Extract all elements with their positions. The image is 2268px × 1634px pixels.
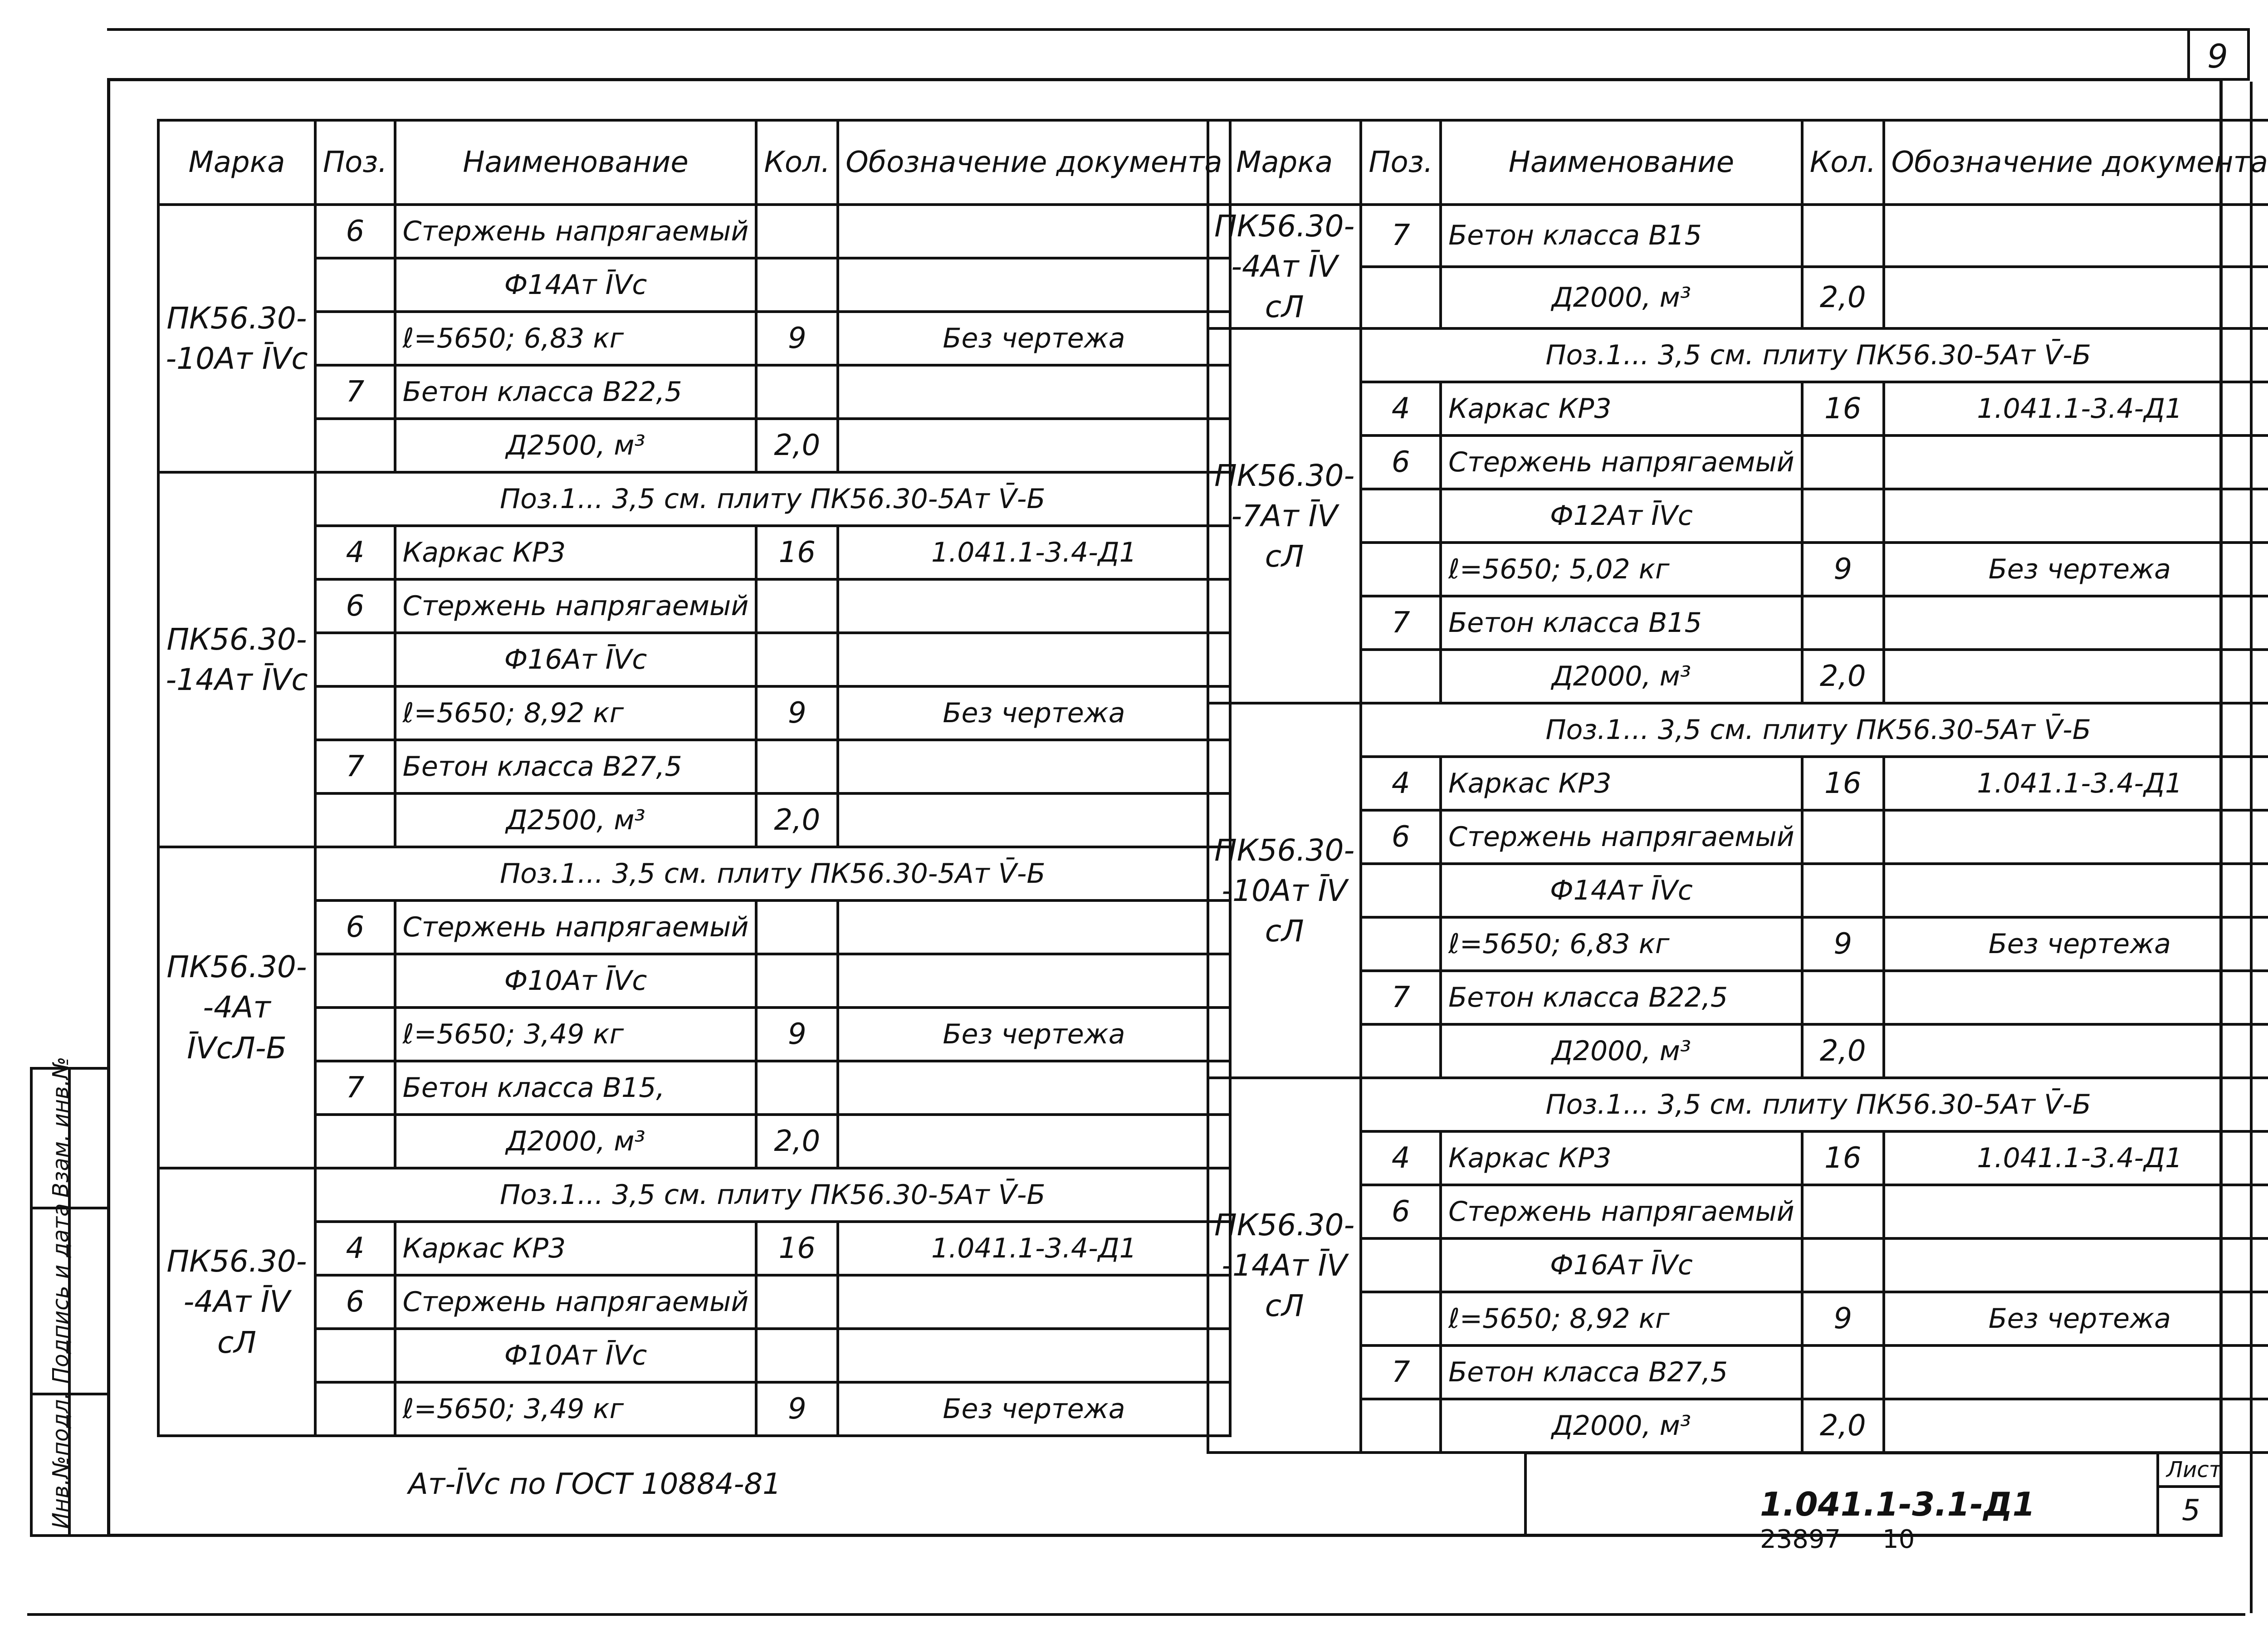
brand-cell: ПК56.30- -10Ат ĪVс bbox=[158, 205, 315, 472]
header-brand: Марка bbox=[1208, 120, 1361, 205]
name-cell: Д2000, м³ bbox=[1441, 1399, 1802, 1453]
qty-cell bbox=[756, 633, 838, 686]
pos-cell: 4 bbox=[1361, 1131, 1441, 1185]
pos-cell: 6 bbox=[1361, 810, 1441, 864]
qty-cell: 16 bbox=[1802, 757, 1884, 810]
table-row bbox=[1208, 864, 2268, 917]
name-cell: ℓ=5650; 3,49 кг bbox=[395, 1008, 757, 1061]
doc-cell bbox=[838, 1115, 1230, 1168]
table-row bbox=[1208, 1024, 2268, 1078]
table-row bbox=[1208, 757, 2268, 810]
doc-cell bbox=[1884, 1238, 2268, 1292]
qty-cell: 9 bbox=[756, 312, 838, 365]
doc-cell bbox=[838, 579, 1230, 633]
pos-cell bbox=[315, 258, 395, 312]
qty-cell: 9 bbox=[1802, 1292, 1884, 1345]
table-row bbox=[1208, 650, 2268, 703]
qty-cell: 9 bbox=[756, 1008, 838, 1061]
pos-cell: 4 bbox=[1361, 382, 1441, 435]
brand-cell: ПК56.30- -14Ат ĪVс bbox=[158, 472, 315, 847]
name-cell: Д2000, м³ bbox=[1441, 650, 1802, 703]
table-row bbox=[158, 1061, 1230, 1115]
table-row bbox=[1208, 596, 2268, 650]
pos-cell: 7 bbox=[1361, 596, 1441, 650]
doc-cell bbox=[838, 1329, 1230, 1382]
doc-cell: Без чертежа bbox=[838, 1382, 1230, 1436]
pos-cell bbox=[315, 954, 395, 1008]
table-row bbox=[158, 579, 1230, 633]
pos-cell: 7 bbox=[315, 365, 395, 419]
qty-cell: 2,0 bbox=[756, 793, 838, 847]
table-row bbox=[158, 1008, 1230, 1061]
qty-cell bbox=[1802, 1238, 1884, 1292]
table-row bbox=[1208, 1185, 2268, 1238]
table-row bbox=[158, 740, 1230, 793]
pos-cell: 6 bbox=[315, 1275, 395, 1329]
pos-cell bbox=[315, 1115, 395, 1168]
name-cell: ℓ=5650; 6,83 кг bbox=[1441, 917, 1802, 971]
name-cell: Ф10Ат ĪVс bbox=[395, 1329, 757, 1382]
doc-cell bbox=[1884, 435, 2268, 489]
reference-note: Поз.1... 3,5 см. плиту ПК56.30-5Ат V̄-Б bbox=[1361, 1078, 2268, 1131]
table-row bbox=[1208, 543, 2268, 596]
pos-cell: 6 bbox=[315, 579, 395, 633]
doc-cell bbox=[838, 900, 1230, 954]
name-cell: Ф14Ат ĪVс bbox=[1441, 864, 1802, 917]
brand-cell: ПК56.30- -4Ат ĪV сЛ bbox=[1208, 205, 1361, 328]
doc-cell: 1.041.1-3.4-Д1 bbox=[838, 1222, 1230, 1275]
name-cell: ℓ=5650; 3,49 кг bbox=[395, 1382, 757, 1436]
qty-cell bbox=[1802, 810, 1884, 864]
pos-cell: 4 bbox=[315, 1222, 395, 1275]
qty-cell bbox=[756, 579, 838, 633]
qty-cell bbox=[756, 1061, 838, 1115]
table-row bbox=[158, 472, 1230, 526]
doc-cell: Без чертежа bbox=[838, 1008, 1230, 1061]
side-stamp-label-signature: Подпись и дата bbox=[48, 1203, 73, 1384]
pos-cell: 6 bbox=[315, 900, 395, 954]
name-cell: Бетон класса В22,5 bbox=[395, 365, 757, 419]
brand-cell: ПК56.30- -10Ат ĪV сЛ bbox=[1208, 703, 1361, 1078]
doc-cell bbox=[1884, 864, 2268, 917]
pos-cell bbox=[1361, 267, 1441, 329]
qty-cell bbox=[1802, 596, 1884, 650]
header-pos: Поз. bbox=[1361, 120, 1441, 205]
pos-cell bbox=[315, 1008, 395, 1061]
side-stamp-label-replace: Взам. инв.№ bbox=[48, 1057, 73, 1198]
pos-cell: 7 bbox=[1361, 205, 1441, 267]
pos-cell bbox=[1361, 1238, 1441, 1292]
table-row bbox=[1208, 1292, 2268, 1345]
table-row bbox=[158, 847, 1230, 900]
name-cell: ℓ=5650; 5,02 кг bbox=[1441, 543, 1802, 596]
doc-cell: 1.041.1-3.4-Д1 bbox=[1884, 757, 2268, 810]
qty-cell: 9 bbox=[1802, 543, 1884, 596]
table-row bbox=[158, 1382, 1230, 1436]
name-cell: Каркас КР3 bbox=[1441, 1131, 1802, 1185]
doc-cell: 1.041.1-3.4-Д1 bbox=[838, 526, 1230, 579]
sheet-label: Лист bbox=[2166, 1457, 2222, 1482]
name-cell: Каркас КР3 bbox=[1441, 382, 1802, 435]
name-cell: ℓ=5650; 8,92 кг bbox=[395, 686, 757, 740]
doc-cell bbox=[838, 205, 1230, 258]
name-cell: Д2500, м³ bbox=[395, 419, 757, 472]
header-doc: Обозначение документа bbox=[1884, 120, 2268, 205]
table-row bbox=[1208, 328, 2268, 382]
doc-cell bbox=[1884, 489, 2268, 543]
pos-cell: 6 bbox=[315, 205, 395, 258]
qty-cell: 2,0 bbox=[756, 1115, 838, 1168]
pos-cell: 6 bbox=[1361, 1185, 1441, 1238]
table-row bbox=[1208, 1131, 2268, 1185]
pos-cell: 4 bbox=[1361, 757, 1441, 810]
qty-cell: 2,0 bbox=[756, 419, 838, 472]
qty-cell: 16 bbox=[756, 1222, 838, 1275]
name-cell: Д2500, м³ bbox=[395, 793, 757, 847]
name-cell: Стержень напрягаемый bbox=[1441, 1185, 1802, 1238]
top-edge-line bbox=[107, 28, 2187, 31]
table-header-row bbox=[1208, 120, 2268, 205]
qty-cell: 9 bbox=[1802, 917, 1884, 971]
doc-cell: Без чертежа bbox=[1884, 1292, 2268, 1345]
archive-number: 23897 bbox=[1760, 1525, 1841, 1554]
name-cell: Каркас КР3 bbox=[395, 1222, 757, 1275]
pos-cell: 6 bbox=[1361, 435, 1441, 489]
qty-cell bbox=[756, 205, 838, 258]
name-cell: Д2000, м³ bbox=[1441, 267, 1802, 329]
name-cell: Стержень напрягаемый bbox=[1441, 435, 1802, 489]
doc-cell bbox=[1884, 650, 2268, 703]
pos-cell: 7 bbox=[1361, 971, 1441, 1024]
qty-cell bbox=[756, 740, 838, 793]
name-cell: Стержень напрягаемый bbox=[395, 900, 757, 954]
name-cell: Каркас КР3 bbox=[395, 526, 757, 579]
pos-cell bbox=[1361, 1024, 1441, 1078]
table-row bbox=[1208, 971, 2268, 1024]
name-cell: ℓ=5650; 6,83 кг bbox=[395, 312, 757, 365]
pos-cell bbox=[315, 686, 395, 740]
header-qty: Кол. bbox=[756, 120, 838, 205]
name-cell: Стержень напрягаемый bbox=[395, 1275, 757, 1329]
title-block-sheet-line bbox=[2156, 1485, 2223, 1488]
name-cell: Ф16Ат ĪVс bbox=[1441, 1238, 1802, 1292]
doc-cell bbox=[838, 740, 1230, 793]
doc-cell bbox=[838, 419, 1230, 472]
qty-cell: 2,0 bbox=[1802, 1399, 1884, 1453]
name-cell: Бетон класса В15, bbox=[395, 1061, 757, 1115]
pos-cell: 7 bbox=[1361, 1345, 1441, 1399]
pos-cell bbox=[315, 633, 395, 686]
doc-cell bbox=[838, 954, 1230, 1008]
qty-cell bbox=[756, 365, 838, 419]
table-row bbox=[158, 205, 1230, 258]
header-name: Наименование bbox=[1441, 120, 1802, 205]
doc-cell bbox=[1884, 1024, 2268, 1078]
name-cell: Ф16Ат ĪVс bbox=[395, 633, 757, 686]
doc-cell bbox=[838, 258, 1230, 312]
qty-cell: 2,0 bbox=[1802, 267, 1884, 329]
header-pos: Поз. bbox=[315, 120, 395, 205]
qty-cell bbox=[756, 954, 838, 1008]
doc-cell bbox=[838, 1061, 1230, 1115]
pos-cell: 4 bbox=[315, 526, 395, 579]
qty-cell: 2,0 bbox=[1802, 650, 1884, 703]
reference-note: Поз.1... 3,5 см. плиту ПК56.30-5Ат V̄-Б bbox=[1361, 703, 2268, 757]
doc-cell bbox=[1884, 810, 2268, 864]
sheet-number: 5 bbox=[2182, 1494, 2200, 1527]
reference-note: Поз.1... 3,5 см. плиту ПК56.30-5Ат V̄-Б bbox=[315, 847, 1230, 900]
table-row bbox=[158, 1329, 1230, 1382]
pos-cell: 7 bbox=[315, 1061, 395, 1115]
table-header-row bbox=[158, 120, 1230, 205]
table-row bbox=[1208, 435, 2268, 489]
pos-cell bbox=[315, 1329, 395, 1382]
pos-cell bbox=[1361, 1292, 1441, 1345]
doc-cell: 1.041.1-3.4-Д1 bbox=[1884, 382, 2268, 435]
doc-cell: Без чертежа bbox=[838, 686, 1230, 740]
doc-cell bbox=[1884, 1185, 2268, 1238]
doc-cell bbox=[838, 793, 1230, 847]
pos-cell bbox=[1361, 650, 1441, 703]
qty-cell bbox=[756, 1275, 838, 1329]
pos-cell bbox=[1361, 917, 1441, 971]
name-cell: Ф12Ат ĪVс bbox=[1441, 489, 1802, 543]
qty-cell bbox=[1802, 864, 1884, 917]
bottom-edge-line bbox=[27, 1613, 2245, 1616]
table-row bbox=[158, 365, 1230, 419]
qty-cell bbox=[1802, 205, 1884, 267]
pos-cell bbox=[315, 419, 395, 472]
table-row bbox=[158, 1168, 1230, 1222]
footnote: Ат-ĪVс по ГОСТ 10884-81 bbox=[408, 1468, 781, 1501]
header-qty: Кол. bbox=[1802, 120, 1884, 205]
table-row bbox=[1208, 489, 2268, 543]
table-row bbox=[158, 954, 1230, 1008]
name-cell: Стержень напрягаемый bbox=[1441, 810, 1802, 864]
name-cell: Бетон класса В22,5 bbox=[1441, 971, 1802, 1024]
doc-cell bbox=[1884, 596, 2268, 650]
table-row bbox=[158, 793, 1230, 847]
table-row bbox=[158, 1115, 1230, 1168]
name-cell: Каркас КР3 bbox=[1441, 757, 1802, 810]
table-row bbox=[158, 686, 1230, 740]
doc-cell bbox=[838, 633, 1230, 686]
doc-cell bbox=[838, 1275, 1230, 1329]
reference-note: Поз.1... 3,5 см. плиту ПК56.30-5Ат V̄-Б bbox=[1361, 328, 2268, 382]
name-cell: Д2000, м³ bbox=[395, 1115, 757, 1168]
name-cell: Стержень напрягаемый bbox=[395, 579, 757, 633]
qty-cell bbox=[1802, 489, 1884, 543]
name-cell: Бетон класса В15 bbox=[1441, 596, 1802, 650]
qty-cell: 16 bbox=[1802, 1131, 1884, 1185]
qty-cell bbox=[756, 1329, 838, 1382]
name-cell: ℓ=5650; 8,92 кг bbox=[1441, 1292, 1802, 1345]
table-row bbox=[1208, 917, 2268, 971]
doc-cell: 1.041.1-3.4-Д1 bbox=[1884, 1131, 2268, 1185]
table-row bbox=[158, 258, 1230, 312]
pos-cell bbox=[1361, 489, 1441, 543]
qty-cell bbox=[1802, 1345, 1884, 1399]
qty-cell: 9 bbox=[756, 686, 838, 740]
side-stamp-label-inv: Инв.№подл. bbox=[48, 1392, 73, 1529]
doc-cell: Без чертежа bbox=[838, 312, 1230, 365]
table-row bbox=[158, 1222, 1230, 1275]
table-row bbox=[1208, 703, 2268, 757]
pos-cell bbox=[315, 793, 395, 847]
qty-cell bbox=[1802, 1185, 1884, 1238]
qty-cell: 16 bbox=[756, 526, 838, 579]
table-row bbox=[1208, 382, 2268, 435]
name-cell: Ф10Ат ĪVс bbox=[395, 954, 757, 1008]
table-row bbox=[158, 526, 1230, 579]
qty-cell bbox=[1802, 435, 1884, 489]
document-code: 1.041.1-3.1-Д1 bbox=[1760, 1485, 2035, 1523]
pos-cell: 7 bbox=[315, 740, 395, 793]
pos-cell bbox=[315, 1382, 395, 1436]
reference-note: Поз.1... 3,5 см. плиту ПК56.30-5Ат V̄-Б bbox=[315, 1168, 1230, 1222]
doc-cell bbox=[1884, 267, 2268, 329]
doc-cell bbox=[1884, 1345, 2268, 1399]
doc-cell bbox=[1884, 1399, 2268, 1453]
doc-cell bbox=[1884, 205, 2268, 267]
name-cell: Д2000, м³ bbox=[1441, 1024, 1802, 1078]
qty-cell bbox=[756, 900, 838, 954]
name-cell: Бетон класса В27,5 bbox=[395, 740, 757, 793]
title-block-divider bbox=[2156, 1452, 2159, 1537]
pos-cell bbox=[1361, 543, 1441, 596]
spec-table-right bbox=[1207, 119, 2268, 1454]
name-cell: Бетон класса В15 bbox=[1441, 205, 1802, 267]
qty-cell bbox=[1802, 971, 1884, 1024]
table-row bbox=[1208, 1238, 2268, 1292]
brand-cell: ПК56.30- -4Ат ĪVсЛ-Б bbox=[158, 847, 315, 1168]
qty-cell: 16 bbox=[1802, 382, 1884, 435]
table-row bbox=[1208, 810, 2268, 864]
qty-cell: 9 bbox=[756, 1382, 838, 1436]
table-row bbox=[158, 419, 1230, 472]
header-doc: Обозначение документа bbox=[838, 120, 1230, 205]
pos-cell bbox=[1361, 864, 1441, 917]
brand-cell: ПК56.30- -7Ат ĪV сЛ bbox=[1208, 328, 1361, 703]
qty-cell: 2,0 bbox=[1802, 1024, 1884, 1078]
table-row bbox=[158, 633, 1230, 686]
doc-cell: Без чертежа bbox=[1884, 917, 2268, 971]
table-row bbox=[158, 312, 1230, 365]
qty-cell bbox=[756, 258, 838, 312]
top-sheet-number: 9 bbox=[2207, 37, 2228, 75]
doc-cell bbox=[1884, 971, 2268, 1024]
brand-cell: ПК56.30- -4Ат ĪV сЛ bbox=[158, 1168, 315, 1436]
pos-cell bbox=[1361, 1399, 1441, 1453]
name-cell: Ф14Ат ĪVс bbox=[395, 258, 757, 312]
archive-sub-number: 10 bbox=[1882, 1525, 1915, 1554]
spec-table-left bbox=[157, 119, 1232, 1437]
table-row bbox=[1208, 1345, 2268, 1399]
doc-cell: Без чертежа bbox=[1884, 543, 2268, 596]
header-brand: Марка bbox=[158, 120, 315, 205]
name-cell: Стержень напрягаемый bbox=[395, 205, 757, 258]
table-row bbox=[1208, 1078, 2268, 1131]
name-cell: Бетон класса В27,5 bbox=[1441, 1345, 1802, 1399]
header-name: Наименование bbox=[395, 120, 757, 205]
table-row bbox=[1208, 205, 2268, 267]
table-row bbox=[158, 900, 1230, 954]
table-row bbox=[1208, 1399, 2268, 1453]
table-row bbox=[1208, 267, 2268, 329]
pos-cell bbox=[315, 312, 395, 365]
reference-note: Поз.1... 3,5 см. плиту ПК56.30-5Ат V̄-Б bbox=[315, 472, 1230, 526]
brand-cell: ПК56.30- -14Ат ĪV сЛ bbox=[1208, 1078, 1361, 1453]
doc-cell bbox=[838, 365, 1230, 419]
table-row bbox=[158, 1275, 1230, 1329]
